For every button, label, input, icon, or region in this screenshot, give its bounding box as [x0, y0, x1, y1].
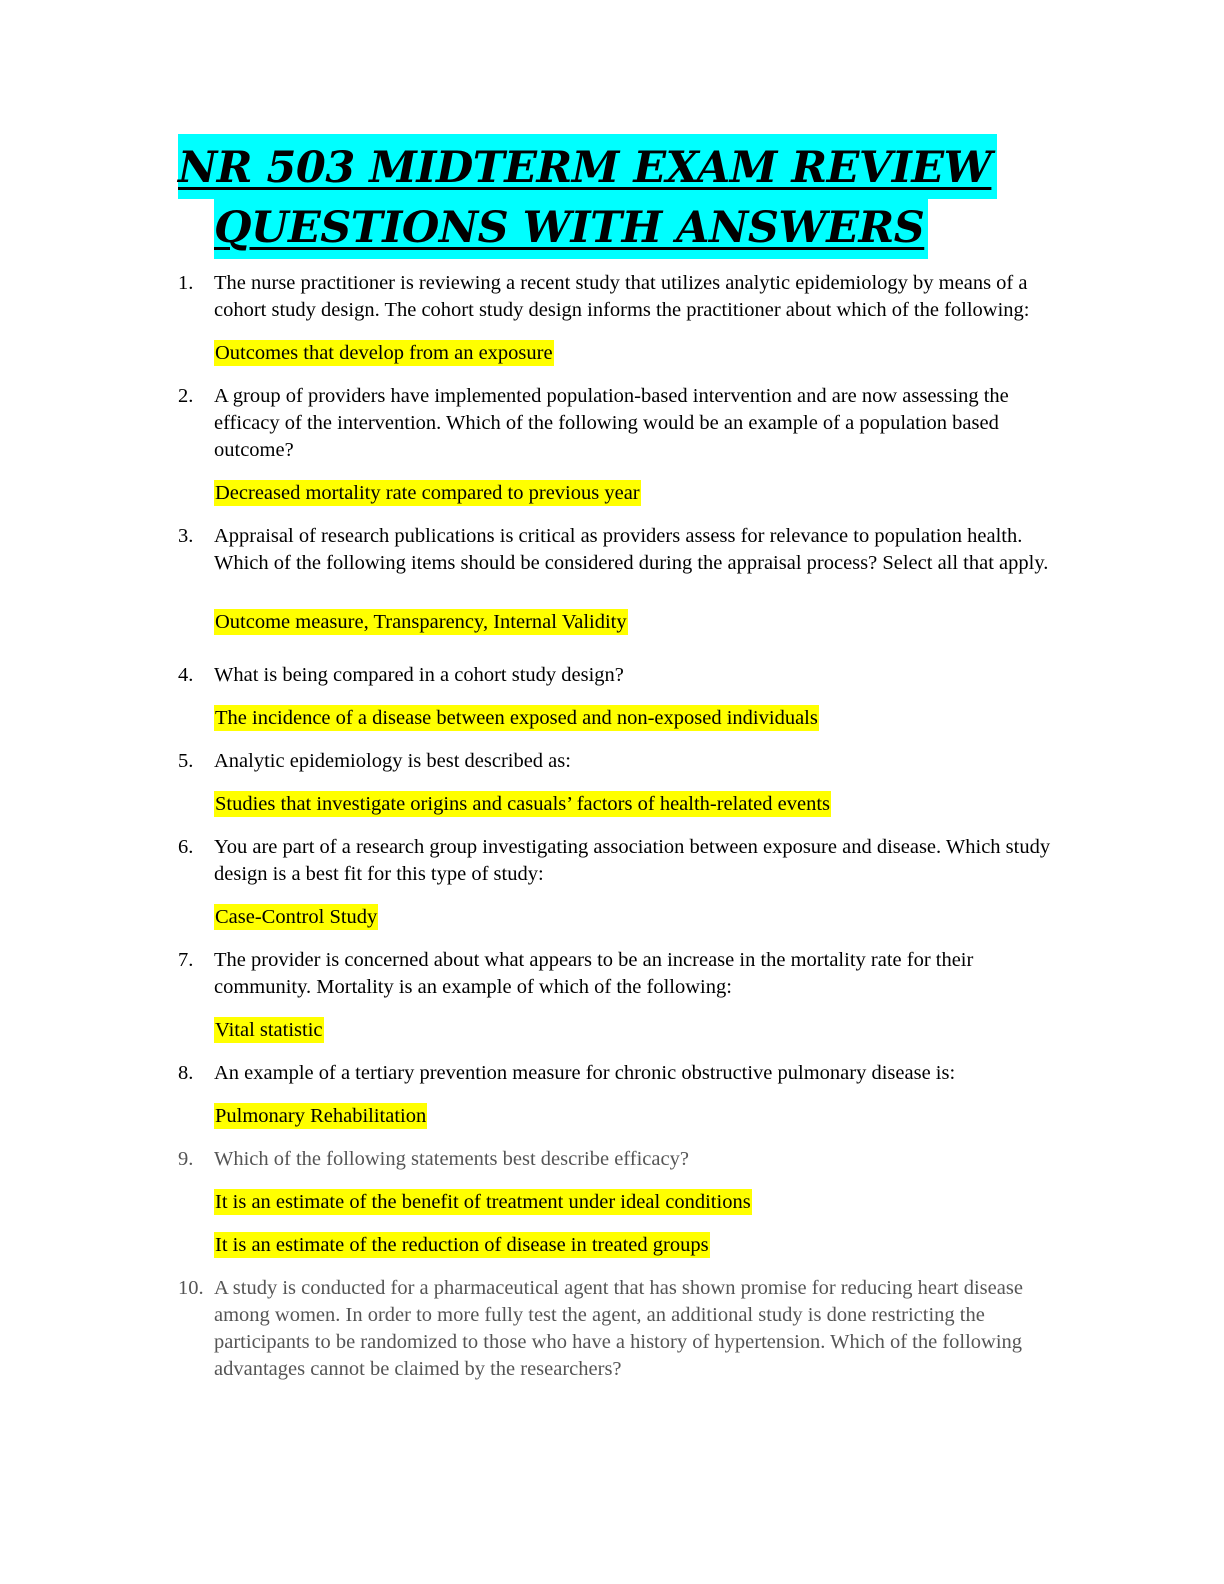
answer-highlight: Outcome measure, Transparency, Internal Validity	[215, 611, 627, 633]
title-line-2: QUESTIONS WITH ANSWERS	[214, 197, 928, 259]
answer-highlight: It is an estimate of the reduction of disease in treated groups	[215, 1234, 709, 1256]
question-item	[178, 1275, 1078, 1383]
question-number: 3.	[178, 525, 194, 547]
question-item	[178, 383, 1078, 507]
question-text: What is being compared in a cohort study design?	[214, 664, 624, 686]
document-title	[178, 134, 992, 261]
question-text: An example of a tertiary prevention measure for chronic obstructive pulmonary disease is:	[214, 1062, 956, 1084]
question-number: 5.	[178, 750, 194, 772]
question-text: Which of the following statements best describe efficacy?	[214, 1148, 689, 1170]
question-item	[178, 1060, 1078, 1130]
question-text: Appraisal of research publications is critical as providers assess for relevance to population health. Which of the following items should be considered during the appraisal process? Select all that apply.	[214, 525, 1049, 574]
question-text: A study is conducted for a pharmaceutical agent that has shown promise for reducing heart disease among women. In order to more fully test the agent, an additional study is done restricting the participants to be randomized to those who have a history of hypertension. Which of the following advantages cannot be claimed by the researchers?	[214, 1277, 1023, 1380]
answer-highlight: It is an estimate of the benefit of treatment under ideal conditions	[215, 1191, 751, 1213]
question-item	[178, 947, 1078, 1044]
question-text: Analytic epidemiology is best described as:	[214, 750, 571, 772]
question-number: 1.	[178, 272, 194, 294]
question-item	[178, 662, 1078, 732]
question-item	[178, 270, 1078, 367]
question-text: A group of providers have implemented population-based intervention and are now assessing the efficacy of the intervention. Which of the following would be an example of a population based outcome?	[214, 385, 1009, 461]
question-number: 10.	[178, 1277, 204, 1299]
question-number: 6.	[178, 836, 194, 858]
answer-highlight: The incidence of a disease between exposed and non-exposed individuals	[215, 707, 818, 729]
question-number: 8.	[178, 1062, 194, 1084]
question-number: 9.	[178, 1148, 194, 1170]
question-list	[178, 270, 1078, 1383]
answer-highlight: Studies that investigate origins and casuals’ factors of health-related events	[215, 793, 830, 815]
question-item	[178, 1146, 1078, 1259]
question-item	[178, 523, 1078, 636]
title-line-1: NR 503 MIDTERM EXAM REVIEW	[178, 134, 997, 199]
answer-highlight: Outcomes that develop from an exposure	[215, 342, 553, 364]
question-number: 7.	[178, 949, 194, 971]
question-number: 4.	[178, 664, 194, 686]
answer-highlight: Decreased mortality rate compared to previous year	[215, 482, 640, 504]
question-item	[178, 748, 1078, 818]
question-number: 2.	[178, 385, 194, 407]
answer-highlight: Pulmonary Rehabilitation	[215, 1105, 427, 1127]
question-text: You are part of a research group investigating association between exposure and disease. Which study design is a best fit for this type of study:	[214, 836, 1051, 885]
question-text: The nurse practitioner is reviewing a recent study that utilizes analytic epidemiology by means of a cohort study design. The cohort study design informs the practitioner about which of the following:	[214, 272, 1030, 321]
question-text: The provider is concerned about what appears to be an increase in the mortality rate for their community. Mortality is an example of which of the following:	[214, 949, 974, 998]
answer-highlight: Case-Control Study	[215, 906, 378, 928]
answer-highlight: Vital statistic	[215, 1019, 323, 1041]
question-item	[178, 834, 1078, 931]
